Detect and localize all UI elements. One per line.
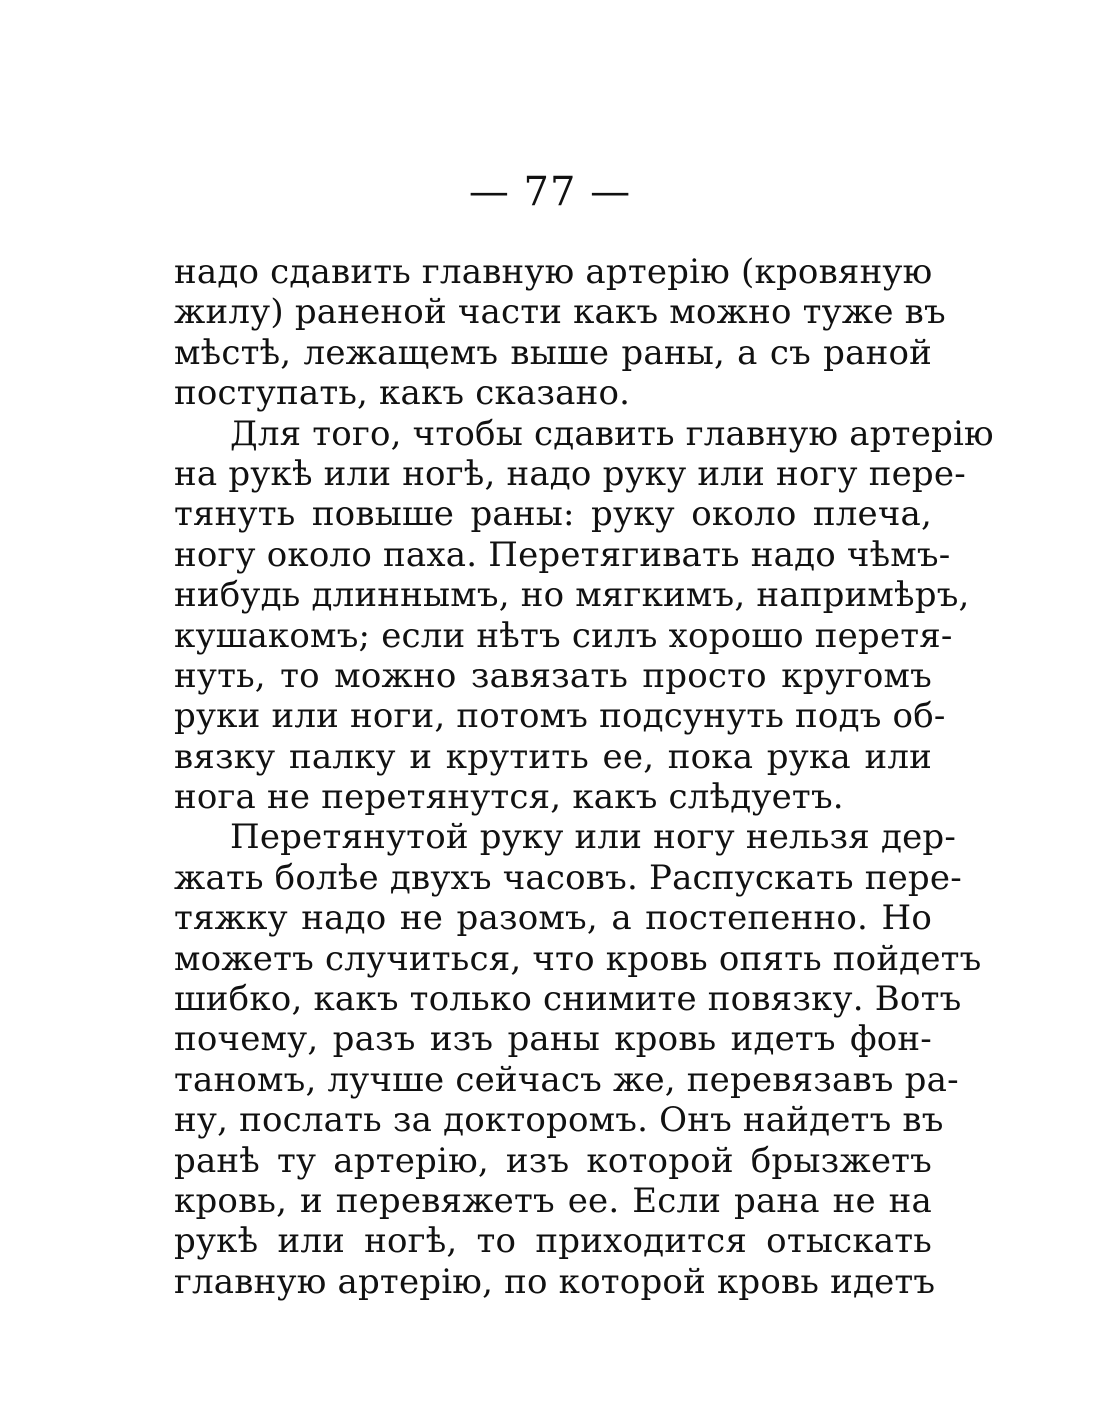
text-line: вязку палку и крутить ее, пока рука или	[174, 736, 932, 777]
text-line: кровь, и перевяжетъ ее. Если рана не на	[174, 1180, 932, 1221]
text-line: на рукѣ или ногѣ, надо руку или ногу пере-	[174, 453, 966, 494]
text-line: нога не перетянутся, какъ слѣдуетъ.	[174, 777, 844, 818]
text-line: шибко, какъ только снимите повязку. Вотъ	[174, 979, 962, 1020]
text-line: жилу) раненой части какъ можно туже въ	[174, 292, 946, 333]
page-number: — 77 —	[468, 169, 632, 215]
text-line: надо сдавить главную артерію (кровяную	[174, 252, 933, 292]
text-line: руки или ноги, потомъ подсунуть подъ об-	[174, 696, 946, 737]
text-line: поступать, какъ сказано.	[174, 373, 631, 414]
text-line: почему, разъ изъ раны кровь идетъ фон-	[174, 1019, 932, 1060]
text-line: таномъ, лучше сейчасъ же, перевязавъ ра-	[174, 1059, 959, 1100]
text-line: ранѣ ту артерію, изъ которой брызжетъ	[174, 1140, 932, 1181]
paragraph-start-line: Перетянутой руку или ногу нельзя дер-	[230, 817, 957, 858]
text-line: главную артерію, по которой кровь идетъ	[174, 1261, 936, 1302]
body-text	[174, 252, 994, 1302]
paragraph-start-line: Для того, чтобы сдавить главную артерію	[230, 413, 994, 454]
text-line: тяжку надо не разомъ, а постепенно. Но	[174, 898, 932, 939]
text-line: нуть, то можно завязать просто кругомъ	[174, 655, 932, 696]
text-line: ну, послать за докторомъ. Онъ найдетъ въ	[174, 1100, 944, 1141]
text-line: жать болѣе двухъ часовъ. Распускать пере-	[174, 857, 962, 898]
text-line: тянуть повыше раны: руку около плеча,	[174, 494, 932, 535]
text-line: нибудь длиннымъ, но мягкимъ, напримѣръ,	[174, 575, 970, 616]
text-line: ногу около паха. Перетягивать надо чѣмъ-	[174, 534, 951, 575]
text-line: кушакомъ; если нѣтъ силъ хорошо перетя-	[174, 615, 953, 656]
text-line: мѣстѣ, лежащемъ выше раны, а съ раной	[174, 332, 932, 373]
text-line: можетъ случиться, что кровь опять пойдетъ	[174, 938, 982, 979]
text-line: рукѣ или ногѣ, то приходится отыскать	[174, 1221, 932, 1262]
